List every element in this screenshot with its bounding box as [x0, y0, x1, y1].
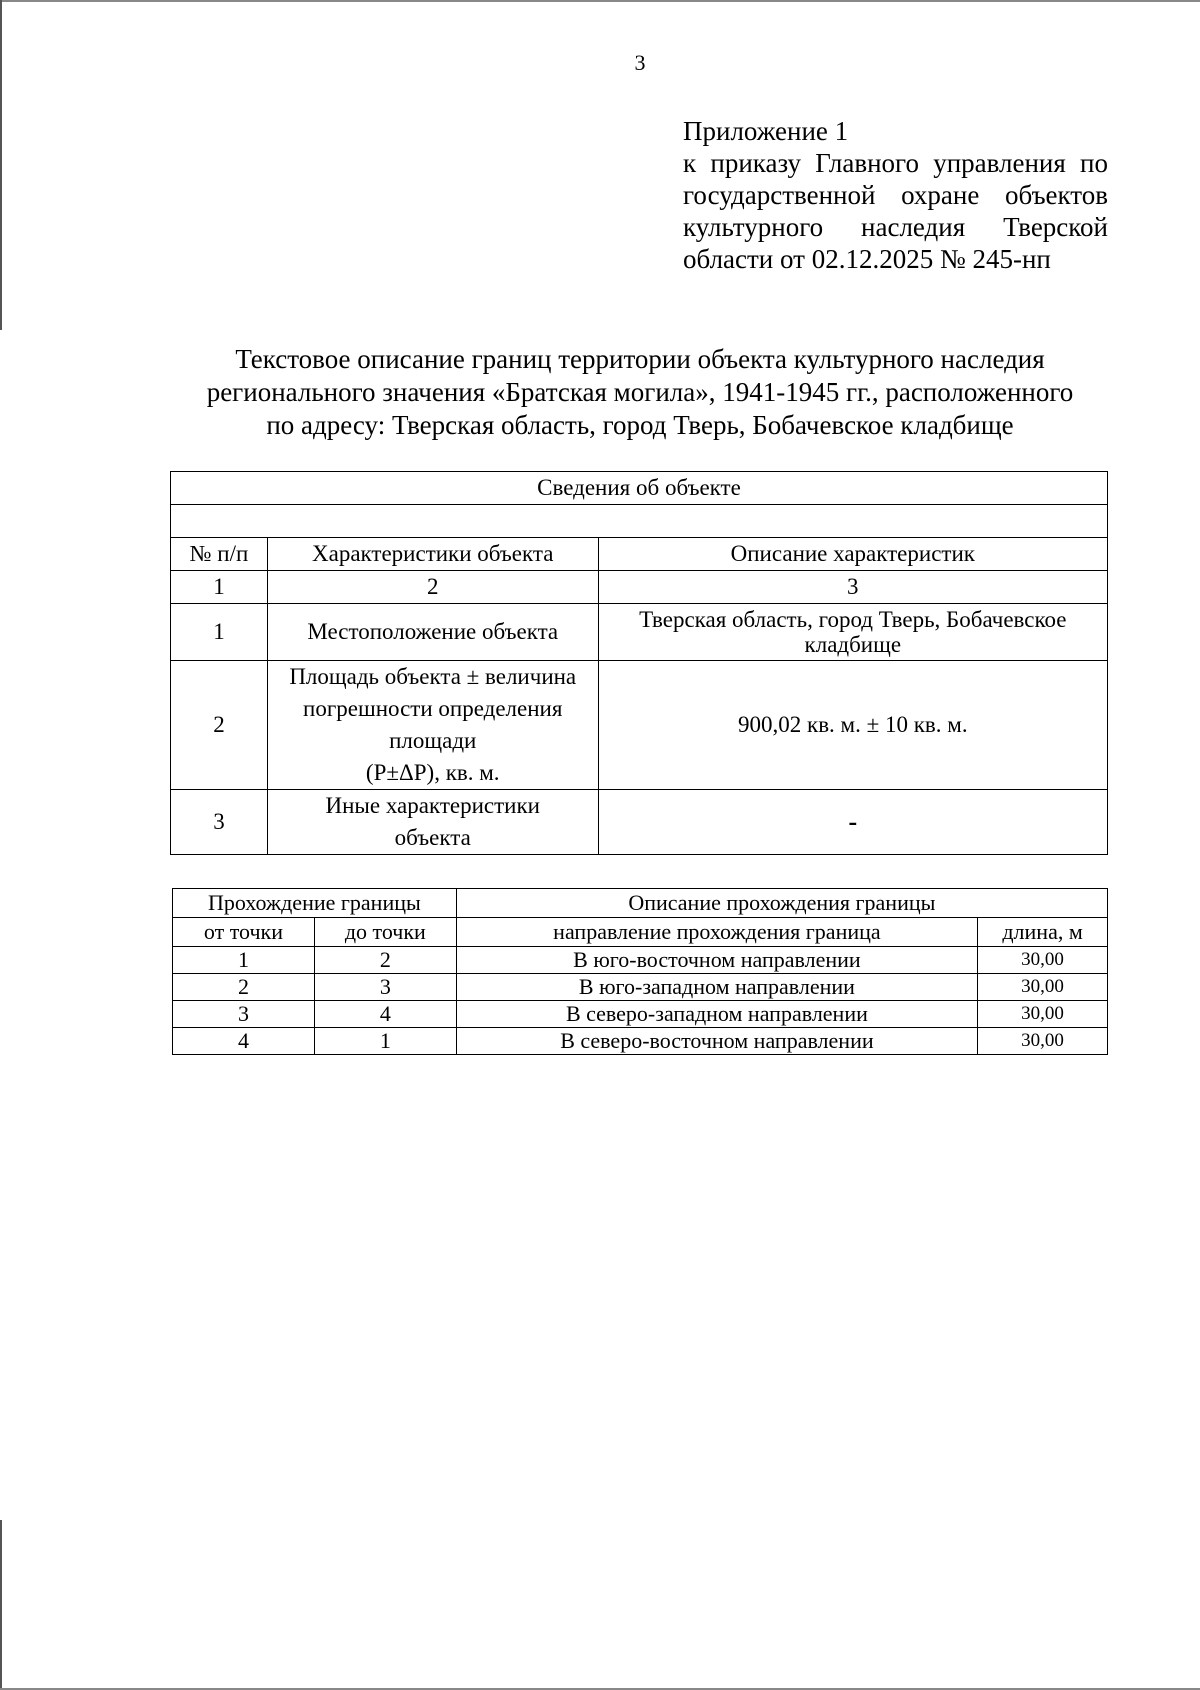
appendix-line-2: государственной охране объектов: [683, 180, 1108, 210]
point-to: 4: [314, 1001, 456, 1028]
colnum-2: 2: [267, 571, 598, 604]
characteristic-line: объекта: [394, 825, 471, 850]
boundary-header-right: Описание прохождения границы: [456, 889, 1107, 918]
table-row: [173, 1001, 1108, 1028]
appendix-line-4: области от 02.12.2025 № 245-нп: [683, 244, 1051, 274]
appendix-line-1: к приказу Главного управления по: [683, 148, 1108, 178]
row-description: 900,02 кв. м. ± 10 кв. м.: [598, 661, 1107, 790]
subheader-direction: направление прохождения граница: [456, 918, 977, 947]
row-description: -: [598, 790, 1107, 855]
direction: В северо-западном направлении: [456, 1001, 977, 1028]
characteristic-line: Иные характеристики: [325, 793, 540, 818]
point-from: 1: [173, 947, 315, 974]
appendix-title: Приложение 1: [683, 116, 849, 146]
table-row: [171, 790, 1108, 855]
boundary-table: [172, 888, 1108, 1055]
scan-top-edge: [0, 0, 1200, 2]
table-row: [171, 604, 1108, 661]
subheader-from: от точки: [173, 918, 315, 947]
table-row: [173, 947, 1108, 974]
row-num: 2: [171, 661, 268, 790]
header-num: № п/п: [171, 538, 268, 571]
boundary-header-left: Прохождение границы: [173, 889, 457, 918]
scan-left-edge-bottom: [0, 1520, 2, 1690]
object-info-table: [170, 471, 1108, 855]
table-row: [173, 1028, 1108, 1055]
row-characteristic: [267, 790, 598, 855]
info-empty-cell: [171, 505, 1108, 538]
point-to: 1: [314, 1028, 456, 1055]
point-to: 3: [314, 974, 456, 1001]
document-title-line-3: по адресу: Тверская область, город Тверь, Бобачевское кладбище: [266, 410, 1014, 440]
info-header-row: [171, 538, 1108, 571]
row-characteristic: Местоположение объекта: [267, 604, 598, 661]
direction: В юго-восточном направлении: [456, 947, 977, 974]
row-num: 1: [171, 604, 268, 661]
colnum-3: 3: [598, 571, 1107, 604]
row-characteristic: [267, 661, 598, 790]
appendix-block: [683, 115, 1108, 275]
document-title-line-1: Текстовое описание границ территории объекта культурного наследия: [235, 344, 1045, 374]
point-to: 2: [314, 947, 456, 974]
point-from: 4: [173, 1028, 315, 1055]
characteristic-line: Площадь объекта ± величина: [289, 664, 577, 689]
row-num: 3: [171, 790, 268, 855]
characteristic-line: площади: [389, 728, 477, 753]
direction: В северо-восточном направлении: [456, 1028, 977, 1055]
boundary-header-row: [173, 889, 1108, 918]
table-row: [171, 661, 1108, 790]
length: 30,00: [978, 947, 1108, 974]
row-description: Тверская область, город Тверь, Бобачевское кладбище: [598, 604, 1107, 661]
info-caption-row: [171, 472, 1108, 505]
info-colnum-row: [171, 571, 1108, 604]
subheader-to: до точки: [314, 918, 456, 947]
characteristic-line: (P±ΔP), кв. м.: [365, 760, 500, 785]
subheader-length: длина, м: [978, 918, 1108, 947]
info-empty-row: [171, 505, 1108, 538]
table-row: [173, 974, 1108, 1001]
document-title: [160, 343, 1120, 442]
page-number: 3: [634, 50, 646, 75]
document-title-line-2: регионального значения «Братская могила», 1941-1945 гг., расположенного: [206, 377, 1074, 407]
info-caption: Сведения об объекте: [171, 472, 1108, 505]
point-from: 3: [173, 1001, 315, 1028]
boundary-subheader-row: [173, 918, 1108, 947]
length: 30,00: [978, 1028, 1108, 1055]
header-description: Описание характеристик: [598, 538, 1107, 571]
length: 30,00: [978, 1001, 1108, 1028]
direction: В юго-западном направлении: [456, 974, 977, 1001]
point-from: 2: [173, 974, 315, 1001]
header-characteristic: Характеристики объекта: [267, 538, 598, 571]
length: 30,00: [978, 974, 1108, 1001]
appendix-line-3: культурного наследия Тверской: [683, 212, 1108, 242]
colnum-1: 1: [171, 571, 268, 604]
characteristic-line: погрешности определения: [303, 696, 563, 721]
